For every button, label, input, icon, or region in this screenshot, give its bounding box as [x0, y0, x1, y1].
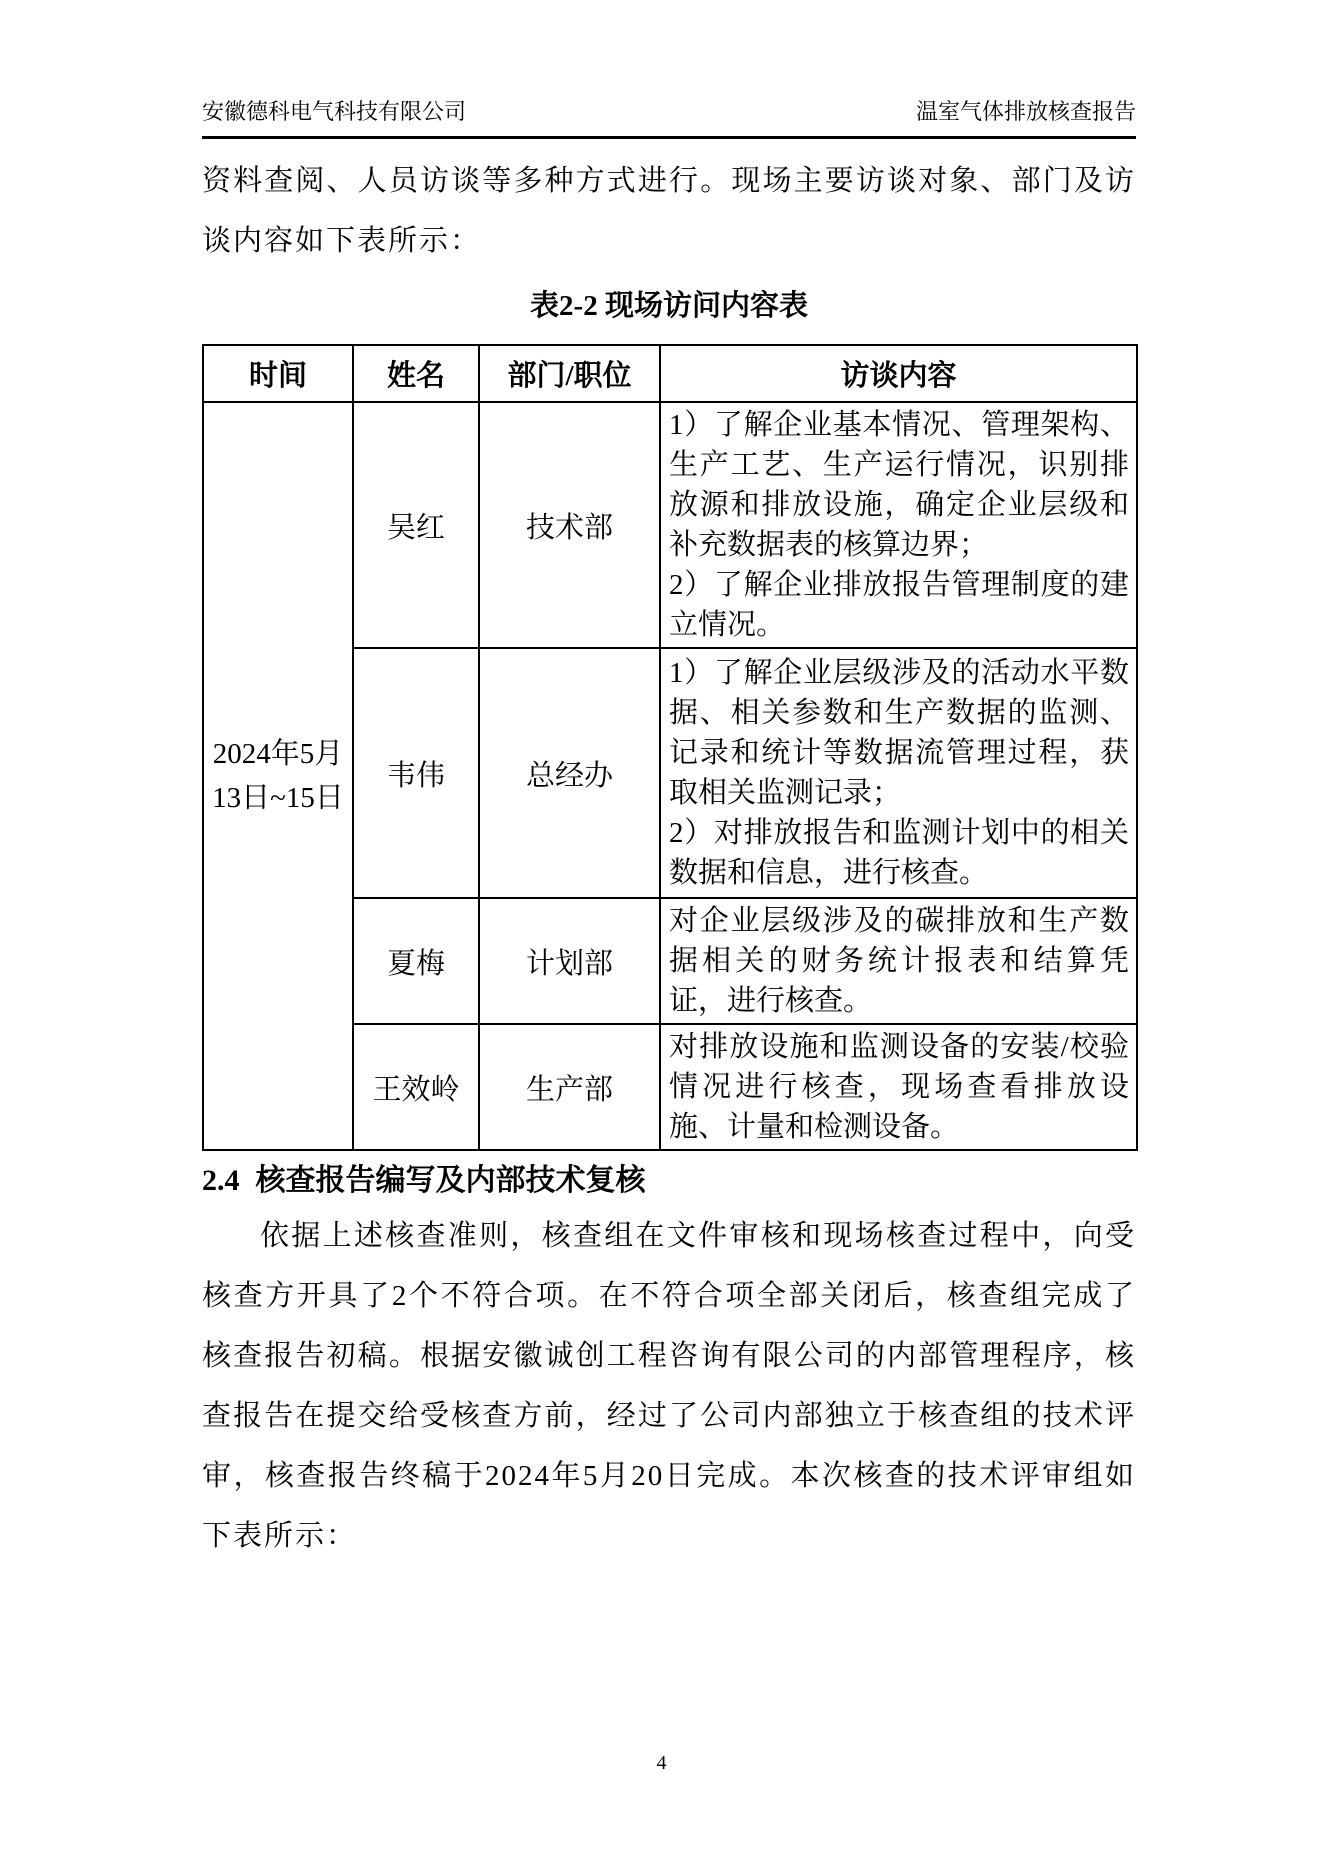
- time-line-2: 13日~15日: [212, 782, 344, 814]
- interview-content-cell: [660, 898, 1137, 1024]
- page-content: [202, 0, 1136, 1566]
- col-header-name: 姓名: [353, 345, 479, 402]
- department-cell: 总经办: [479, 648, 660, 898]
- section-heading: [202, 1161, 1136, 1201]
- intro-paragraph: 资料查阅、人员访谈等多种方式进行。现场主要访谈对象、部门及访谈内容如下表所示：: [202, 165, 1136, 257]
- time-line-1: 2024年5月: [212, 738, 344, 770]
- table-row: [203, 402, 1137, 648]
- company-name: 安徽德科电气科技有限公司: [202, 99, 467, 124]
- page-header: [202, 98, 1136, 139]
- content-paragraph: 对排放设施和监测设备的安装/校验情况进行核查，现场查看排放设施、计量和检测设备。: [669, 1031, 1129, 1143]
- interview-content-cell: [660, 402, 1137, 648]
- table-header-row: [203, 345, 1137, 402]
- content-paragraph: 对企业层级涉及的碳排放和生产数据相关的财务统计报表和结算凭证，进行核查。: [669, 905, 1129, 1017]
- content-paragraph: 1）了解企业基本情况、管理架构、生产工艺、生产运行情况，识别排放源和排放设施，确定企业层级和补充数据表的核算边界；: [669, 409, 1129, 561]
- col-header-department: 部门/职位: [479, 345, 660, 402]
- name-cell: 韦伟: [353, 648, 479, 898]
- body-paragraph: 依据上述核查准则，核查组在文件审核和现场核查过程中，向受核查方开具了2个不符合项。在不符合项全部关闭后，核查组完成了核查报告初稿。根据安徽诚创工程咨询有限公司的内部管理程序，核查报告在提交给受核查方前，经过了公司内部独立于核查组的技术评审，核查报告终稿于2024年5月20日完成。本次核查的技术评审组如下表所示：: [202, 1220, 1136, 1552]
- content-paragraph: 2）了解企业排放报告管理制度的建立情况。: [669, 569, 1129, 641]
- col-header-time: 时间: [203, 345, 353, 402]
- col-header-content: 访谈内容: [660, 345, 1137, 402]
- time-cell: [203, 402, 353, 1150]
- report-title: 温室气体排放核查报告: [915, 99, 1136, 124]
- page-number: 4: [656, 1752, 667, 1774]
- department-cell: 生产部: [479, 1024, 660, 1150]
- table-caption: 表2-2 现场访问内容表: [530, 290, 808, 322]
- content-paragraph: 2）对排放报告和监测计划中的相关数据和信息，进行核查。: [669, 817, 1129, 889]
- interview-content-cell: [660, 648, 1137, 898]
- section-title: 核查报告编写及内部技术复核: [255, 1164, 646, 1197]
- interview-table: [202, 344, 1138, 1151]
- name-cell: 王效岭: [353, 1024, 479, 1150]
- content-paragraph: 1）了解企业层级涉及的活动水平数据、相关参数和生产数据的监测、记录和统计等数据流管理过程，获取相关监测记录；: [669, 657, 1129, 809]
- department-cell: 技术部: [479, 402, 660, 648]
- name-cell: 夏梅: [353, 898, 479, 1024]
- department-cell: 计划部: [479, 898, 660, 1024]
- interview-content-cell: [660, 1024, 1137, 1150]
- section-number: 2.4: [202, 1164, 240, 1197]
- name-cell: 吴红: [353, 402, 479, 648]
